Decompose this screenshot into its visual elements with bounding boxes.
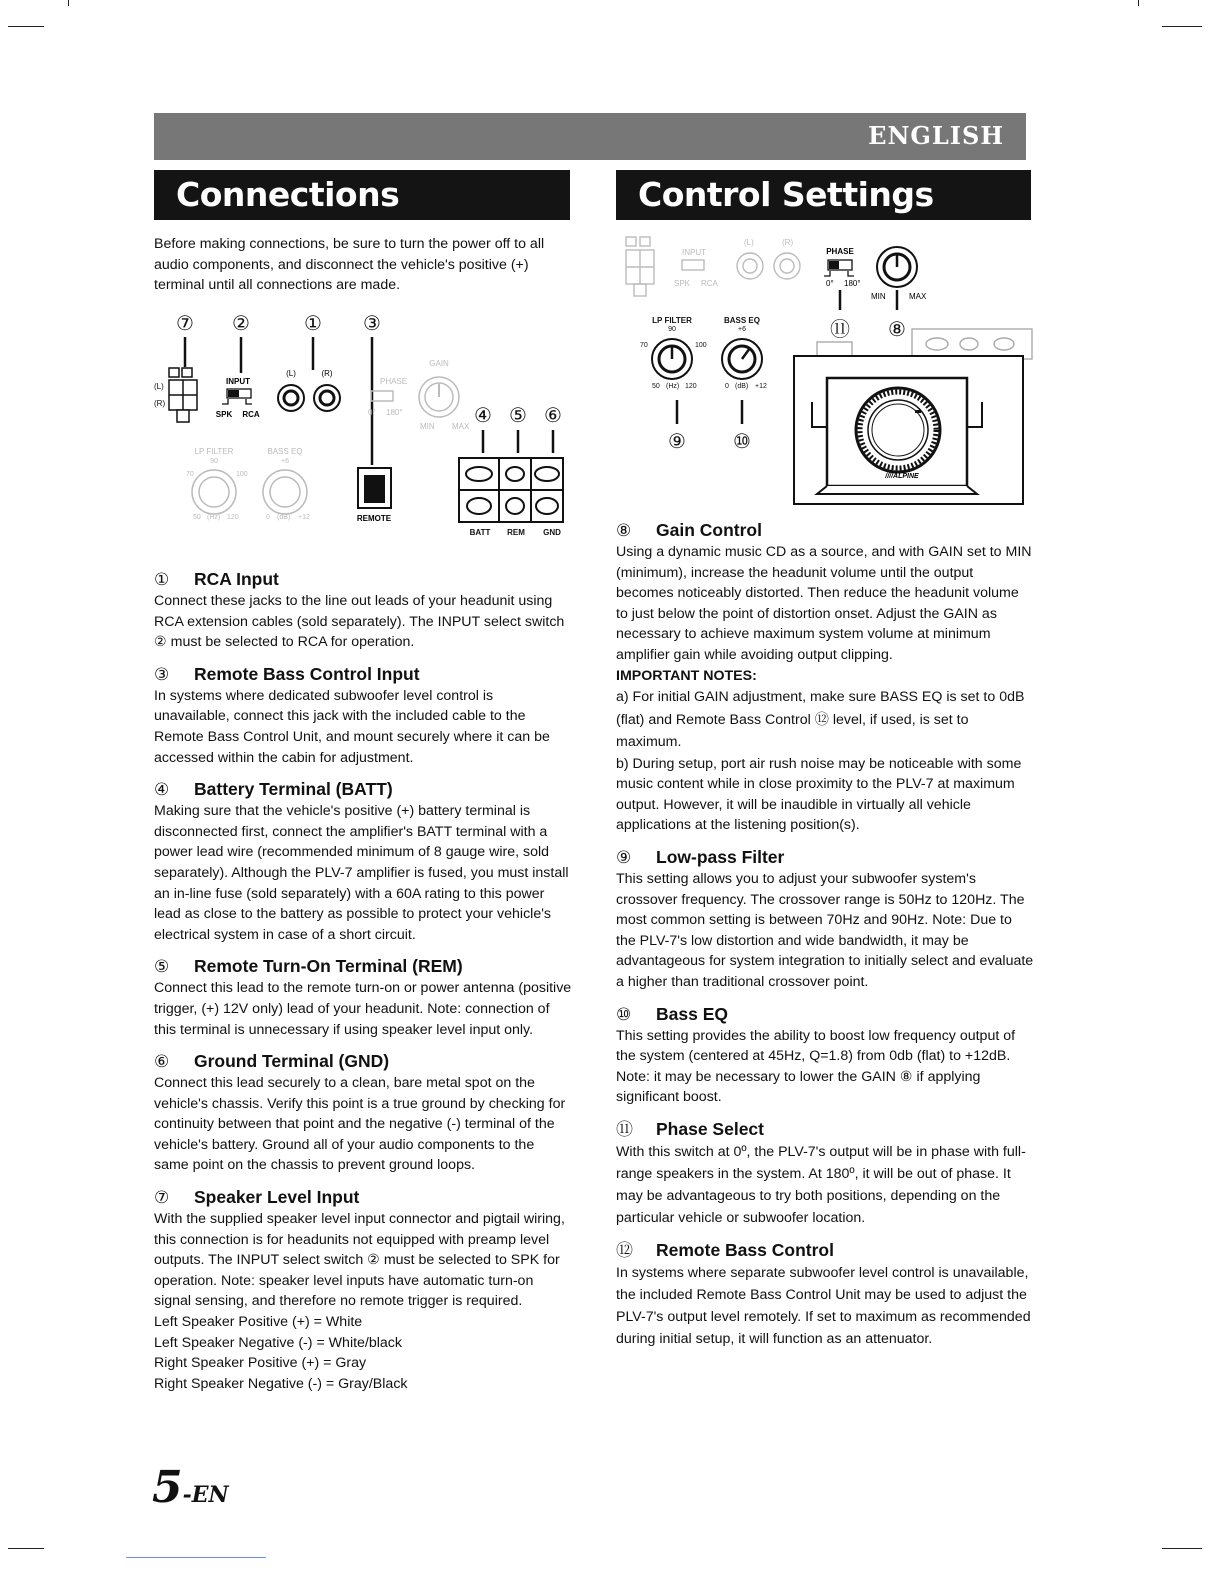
input-label: INPUT <box>226 377 250 386</box>
phase-180: 180° <box>844 279 861 288</box>
wiring-line: Right Speaker Positive (+) = Gray <box>154 1355 367 1372</box>
control-panel-drawing <box>612 232 1034 507</box>
item-body: Connect this lead to the remote turn-on or power antenna (positive trigger, (+) 12V only) lead of your headunit. Note: connection of this terminal is unnecessary if using speaker level input only. <box>154 980 572 1038</box>
item-title: Bass EQ <box>656 1003 728 1024</box>
item-gain-control <box>616 519 1034 836</box>
svg-text:(L): (L) <box>744 238 754 247</box>
item-body: With the supplied speaker level input connector and pigtail wiring, this connection is for headunits not equipped with preamp level outputs. The INPUT select switch ② must be selected to SPK for operation. Note: speaker level inputs have automatic turn-on signal sensing, and therefore no remote trigger is required. <box>154 1211 565 1310</box>
callout-6: ⑥ <box>544 405 562 427</box>
spk-l-label: (L) <box>154 382 164 391</box>
svg-text:(dB): (dB) <box>277 514 291 521</box>
wiring-line: Right Speaker Negative (-) = Gray/Black <box>154 1375 408 1392</box>
item-remote-bass-input <box>154 663 572 768</box>
callout-3: ③ <box>363 313 381 335</box>
item-ground-terminal <box>154 1050 572 1176</box>
rem-label: REM <box>507 528 525 537</box>
page-number-value: 5 <box>152 1462 183 1513</box>
item-phase-select <box>616 1118 1034 1229</box>
item-title: Battery Terminal (BATT) <box>194 779 393 800</box>
callout-1: ① <box>304 313 322 335</box>
svg-text:(R): (R) <box>782 238 794 247</box>
item-speaker-level-input <box>154 1186 572 1394</box>
connections-intro <box>154 234 570 296</box>
callout-11: ⑪ <box>830 319 850 341</box>
item-number: ⑪ <box>616 1119 633 1139</box>
page-number <box>152 1462 229 1513</box>
rca-r-label: (R) <box>321 369 333 378</box>
lp-label-faded: LP FILTER <box>194 447 234 456</box>
lp-filter-label: LP FILTER <box>652 316 692 325</box>
item-number: ③ <box>154 664 170 684</box>
connections-items <box>154 568 572 1394</box>
gain-min: MIN <box>871 292 886 301</box>
item-body: Connect these jacks to the line out leads of your headunit using RCA extension cables (sold separately). The INPUT select switch ② must be selected to RCA for operation. <box>154 593 565 651</box>
callout-7: ⑦ <box>176 313 194 335</box>
svg-text:+6: +6 <box>738 326 746 333</box>
phase-180-faded: 180° <box>386 408 403 417</box>
bass-label-faded: BASS EQ <box>267 447 303 456</box>
item-title: Ground Terminal (GND) <box>194 1051 390 1072</box>
footer-rule <box>126 1557 266 1558</box>
item-body: This setting allows you to adjust your subwoofer system's crossover frequency. The crossover range is 50Hz to 120Hz. The most common setting is between 70Hz and 90Hz. Note: Due to the PLV-7's low distortion and wide bandwidth, it may be advantageous for system integration to initially select and evaluate a higher than traditional crossover point. <box>616 871 1034 990</box>
page-number-suffix: -EN <box>182 1482 229 1508</box>
phase-0-faded: 0° <box>368 408 376 417</box>
remote-label: REMOTE <box>356 514 392 523</box>
item-number: ⑫ <box>616 1240 633 1260</box>
svg-text:+12: +12 <box>755 383 767 390</box>
callout-10: ⑩ <box>733 431 751 453</box>
item-title: Remote Bass Control <box>656 1239 834 1260</box>
item-title: Low-pass Filter <box>656 847 785 868</box>
callout-8: ⑧ <box>888 319 906 341</box>
connections-heading: Connections <box>154 170 570 220</box>
item-title: Gain Control <box>656 520 762 540</box>
svg-text:120: 120 <box>685 383 697 390</box>
svg-text:50: 50 <box>193 514 201 521</box>
item-body: Using a dynamic music CD as a source, and with GAIN set to MIN (minimum), increase the headunit volume until the output becomes noticeably distorted. Then reduce the headunit volume to just below the point of distortion onset. Adjust the GAIN as necessary to achieve maximum system volume at minimum amplifier gain while avoiding output clipping. <box>616 544 1032 663</box>
svg-text:100: 100 <box>236 471 248 478</box>
gnd-label: GND <box>543 528 561 537</box>
svg-text:90: 90 <box>668 326 676 333</box>
svg-text:70: 70 <box>186 471 194 478</box>
control-settings-heading: Control Settings <box>616 170 1031 220</box>
crop-mark <box>1162 26 1202 27</box>
gain-label-faded: GAIN <box>429 359 449 368</box>
svg-text:(Hz): (Hz) <box>666 383 680 390</box>
rca-l-label: (L) <box>286 369 296 378</box>
item-number: ⑨ <box>616 848 632 868</box>
item-remote-bass-control <box>616 1239 1034 1350</box>
svg-text:INPUT: INPUT <box>682 248 706 257</box>
svg-text:SPK: SPK <box>674 279 691 288</box>
phase-0: 0° <box>826 279 834 288</box>
item-number: ⑦ <box>154 1188 170 1208</box>
item-body: Connect this lead securely to a clean, bare metal spot on the vehicle's chassis. Verify this point is a true ground by checking for continuity between that point and the negative (-) terminal of the vehicle's battery. Ground all of your audio components to the same point on the chassis to prevent ground loops. <box>154 1075 566 1174</box>
connections-diagram <box>150 305 570 545</box>
note-b: b) During setup, port air rush noise may be noticeable with some music content while in close proximity to the PLV-7 at maximum output. However, it will be inaudible in virtually all vehicle applications at the listening position(s). <box>616 755 1022 834</box>
svg-text:0: 0 <box>725 383 729 390</box>
control-items <box>616 519 1034 1350</box>
crop-mark <box>1162 1548 1202 1549</box>
item-low-pass-filter <box>616 846 1034 993</box>
wiring-line: Left Speaker Positive (+) = White <box>154 1314 363 1331</box>
item-number: ⑩ <box>616 1004 632 1024</box>
svg-text:0: 0 <box>266 514 270 521</box>
svg-text:50: 50 <box>652 383 660 390</box>
item-remote-turn-on <box>154 955 572 1040</box>
item-body: In systems where dedicated subwoofer level control is unavailable, connect this jack with the included cable to the Remote Bass Control Unit, and mount securely where it can be accessed within the cabin for adjustment. <box>154 687 550 766</box>
item-rca-input <box>154 568 572 653</box>
bass-eq-label: BASS EQ <box>723 316 761 325</box>
crop-mark <box>8 26 44 27</box>
item-title: RCA Input <box>194 569 279 589</box>
callout-4: ④ <box>474 405 492 427</box>
gain-max: MAX <box>909 292 927 301</box>
rca-label: RCA <box>242 410 260 419</box>
note-a: a) For initial GAIN adjustment, make sure BASS EQ is set to 0dB (flat) and Remote Bass Control ⑫ level, if used, is set to maximum. <box>616 689 1025 751</box>
language-banner <box>154 113 1026 160</box>
gain-max-faded: MAX <box>452 422 470 431</box>
important-notes-label: IMPORTANT NOTES: <box>616 667 757 684</box>
item-number: ⑥ <box>154 1052 170 1072</box>
item-number: ⑤ <box>154 957 170 977</box>
item-number: ① <box>154 570 170 589</box>
callout-9: ⑨ <box>668 431 686 453</box>
phase-label-faded: PHASE <box>380 377 408 386</box>
amplifier-panel-drawing <box>150 305 570 545</box>
intro-text: Before making connections, be sure to turn the power off to all audio components, and disconnect the vehicle's positive (+) terminal until all connections are made. <box>154 236 545 294</box>
item-title: Speaker Level Input <box>194 1187 360 1208</box>
item-title: Remote Bass Control Input <box>194 663 420 684</box>
language-label: ENGLISH <box>868 121 1004 150</box>
alpine-logo: ////ALPINE <box>885 473 919 480</box>
svg-text:(Hz): (Hz) <box>207 514 221 521</box>
spk-label: SPK <box>215 410 233 419</box>
item-body: Making sure that the vehicle's positive (+) battery terminal is disconnected first, connect the amplifier's BATT terminal with a power lead wire (recommended minimum of 8 gauge wire, sold separately). Although the PLV-7 amplifier is fused, you must install an in-line fuse (sold separately) with a 60A rating to this power lead as close to the battery as possible to protect your vehicle's electrical system in case of a short circuit. <box>154 803 569 943</box>
svg-text:120: 120 <box>227 514 239 521</box>
item-bass-eq <box>616 1003 1034 1108</box>
svg-text:(dB): (dB) <box>735 383 749 390</box>
item-number: ④ <box>154 780 170 800</box>
crop-mark <box>1138 0 1139 6</box>
item-body: This setting provides the ability to boost low frequency output of the system (centered at 45Hz, Q=1.8) from 0db (flat) to +12dB. Note: it may be necessary to lower the GAIN ⑧ if applying significant boost. <box>616 1027 1016 1106</box>
control-settings-diagram <box>612 232 1034 507</box>
phase-label: PHASE <box>826 247 854 256</box>
item-body: In systems where separate subwoofer level control is unavailable, the included Remote Bass Control Unit may be used to adjust the PLV-7's output level remotely. If set to maximum as recommended during initial setup, it will function as an attenuator. <box>616 1264 1031 1347</box>
wiring-line: Left Speaker Negative (-) = White/black <box>154 1334 402 1351</box>
svg-text:+12: +12 <box>298 514 310 521</box>
gain-min-faded: MIN <box>420 422 435 431</box>
svg-text:90: 90 <box>210 458 218 465</box>
item-number: ⑧ <box>616 521 632 540</box>
svg-text:100: 100 <box>695 342 707 349</box>
callout-5: ⑤ <box>509 405 527 427</box>
batt-label: BATT <box>469 528 491 537</box>
svg-text:RCA: RCA <box>701 279 718 288</box>
crop-mark <box>68 0 69 6</box>
spk-r-label: (R) <box>154 399 166 408</box>
item-battery-terminal <box>154 778 572 945</box>
item-title: Phase Select <box>656 1118 764 1139</box>
item-title: Remote Turn-On Terminal (REM) <box>194 956 463 977</box>
svg-text:70: 70 <box>640 342 648 349</box>
crop-mark <box>8 1548 44 1549</box>
callout-2: ② <box>232 313 250 335</box>
item-body: With this switch at 0º, the PLV-7's output will be in phase with full-range speakers in the system. At 180º, it will be out of phase. It may be advantageous to try both positions, depending on the particular vehicle or subwoofer location. <box>616 1143 1026 1226</box>
svg-text:+6: +6 <box>281 458 289 465</box>
